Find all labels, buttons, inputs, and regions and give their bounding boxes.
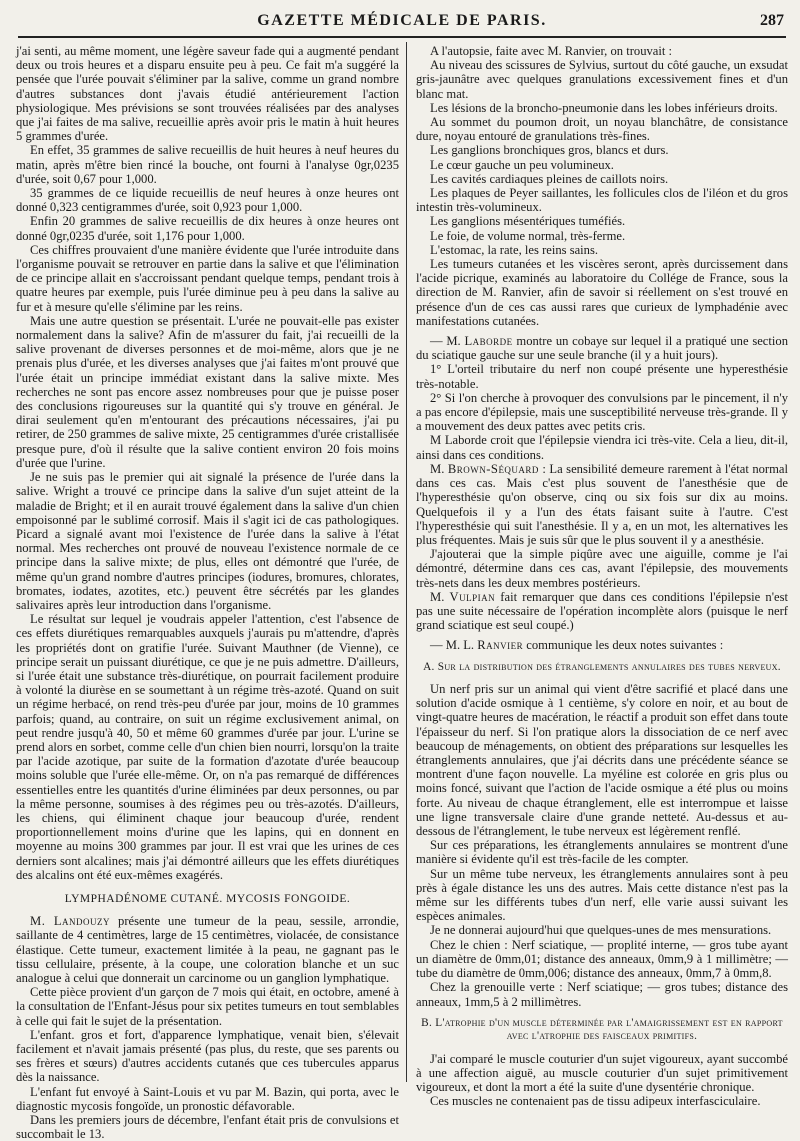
column-divider [406, 42, 407, 1082]
paragraph: M Laborde croit que l'épilepsie viendra ici très-vite. Cela a lieu, dit-il, ainsi dans ces conditions. [416, 433, 788, 462]
speaker-name: Laborde [464, 334, 513, 349]
header-rule [18, 36, 786, 38]
paragraph: Les plaques de Peyer saillantes, les follicules clos de l'iléon et du gros intestin très-volumineux. [416, 186, 788, 215]
paragraph: Le foie, de volume normal, très-ferme. [430, 228, 626, 243]
paragraph [416, 334, 788, 362]
paragraph: Chez la grenouille verte : Nerf sciatique; — gros tubes; distance des anneaux, 1mm,5 à 2 millimètres. [416, 980, 788, 1009]
paragraph: Les ganglions bronchiques gros, blancs et durs. [430, 143, 669, 158]
paragraph: Chez le chien : Nerf sciatique, — proplité interne, — gros tube ayant un diamètre de 0mm,01; distance des anneaux, 0mm,9 à 1 millimètre; — tube du diamètre de 0mm,006; distance des anneaux, 0mm,7 à 0mm,8. [416, 937, 788, 981]
paragraph: Mais une autre question se présentait. L'urée ne pouvait-elle pas exister normalement dans la salive? Afin de m'assurer du fait, j'ai recueilli de la salive provenant de diverses personnes et de moi-même, alors que je ne prenais plus d'urée, et les diverses analyses que j'ai faites m'ont prouvé que l'urée était un principe immédiat existant dans la salive mixte. Mes recherches ne sont pas encore assez nombreuses pour que je puisse poser des conclusions rigoureuses sur la quantité qui s'y trouve en général. Je dirai seulement qu'en m'entourant des précautions nécessaires, j'ai pu retirer, de 250 grammes de salive mixte, 25 centigrammes d'urée cristallisée presque pure, d'où il résulte que la salive contient environ 20 fois moins d'urée que l'urine. [16, 313, 399, 470]
paragraph: Ces chiffres prouvaient d'une manière évidente que l'urée introduite dans l'organisme pouvait se retrouver en partie dans la salive et que l'élimination de ce principe allait en s'accroissant pendant quelque temps, pendant trois à quatre heures par exemple, puis l'urée diminue peu à peu dans la salive au fur et à mesure qu'elle s'élimine par les reins. [16, 242, 399, 314]
page-header [20, 10, 784, 34]
page-number: 287 [760, 12, 784, 29]
paragraph [16, 914, 399, 985]
speaker-prefix: M. [430, 589, 450, 604]
subsection-heading-b: B. L'atrophie d'un muscle déterminée par l'amaigrissement est en rapport avec l'atrophie des faisceaux primitifs. [421, 1016, 783, 1043]
paragraph: Les ganglions mésentériques tuméfiés. [430, 214, 626, 229]
paragraph: Cette pièce provient d'un garçon de 7 mois qui était, en octobre, amené à la consultation de l'Enfant-Jésus pour six petites tumeurs en tout semblables à celle qui fait le sujet de la présentation. [16, 985, 399, 1028]
paragraph [416, 462, 788, 547]
paragraph-text: : La sensibilité demeure rarement à l'état normal dans ces cas. Mais c'est plus souvent de l'anesthésie que de l'hyperesthésie qu'on observe, cinq ou six fois sur dix au moins. Quelquefois il y a l'un des états faisant suite à l'autre. C'est l'hyperesthésie qui suit l'anesthésie. Il y a, en un mot, les alternatives les plus fréquentes. Mais je suis sûr que le plus souvent il y a anesthésie. [416, 461, 788, 547]
speaker-name: M. Landouzy [30, 914, 111, 929]
left-column [16, 44, 399, 1141]
speaker-name: Brown-Séquard [447, 461, 539, 476]
speaker-prefix: M. [430, 461, 448, 476]
paragraph: J'ajouterai que la simple piqûre avec une aiguille, comme je l'ai démontré, détermine dans ces cas, avant l'épilepsie, des mouvements très-nets dans les deux membres postérieurs. [416, 547, 788, 590]
dash-prefix: — M. [430, 334, 465, 349]
paragraph: Enfin 20 grammes de salive recueillis de dix heures à onze heures ont donné 0gr,0235 d'urée, soit 1,176 pour 1,000. [16, 214, 399, 243]
paragraph-text: montre un cobaye sur lequel il a pratiqué une section du sciatique gauche sur une seule branche (il y a huit jours). [416, 334, 788, 363]
paragraph: Ces muscles ne contenaient pas de tissu adipeux interfasciculaire. [430, 1094, 761, 1109]
paragraph: 2° Si l'on cherche à provoquer des convulsions par le pincement, il n'y a pas encore d'épilepsie, mais une susceptibilité nerveuse très-grande. Il y a mouvement des deux pattes avec petits cris. [416, 390, 788, 434]
paragraph-text: fait remarquer que dans ces conditions l'épilepsie n'est pas une suite nécessaire de l'opération incomplète alors (puisque le nerf grand sciatique est seul coupé.) [416, 589, 788, 633]
paragraph: j'ai senti, au même moment, une légère saveur fade qui a augmenté pendant deux ou trois heures et a disparu ensuite peu à peu. Ce fait m'a suggéré la pensée que l'urée pouvait s'éliminer par la salive, comme un grand nombre d'autres substances dont j'avais étudié antérieurement l'action physiologique. Mes prévisions se sont trouvées réalisées par des analyses que j'ai faites de ma salive, recueillie après avoir pris le matin à huit heures 5 grammes d'urée. [16, 44, 399, 144]
paragraph: L'enfant. gros et fort, d'apparence lymphatique, venait bien, s'élevait facilement et n'avait jamais présenté (pas plus, du reste, que ses parents ou ses frères et sœurs) d'autres accidents cutanés que ces tubercules apparus dès la naissance. [16, 1027, 399, 1085]
paragraph: J'ai comparé le muscle couturier d'un sujet vigoureux, ayant succombé à une affection aiguë, au muscle couturier d'un sujet primitivement vigoureux, et dont la mort a été la suite d'une dysentérie chronique. [416, 1051, 788, 1095]
paragraph: Sur un même tube nerveux, les étranglements annulaires sont à peu près à égale distance les uns des autres. Mais cette distance n'est pas la même sur les différents tubes d'un nerf, elle varie aussi suivant les espèces animales. [416, 866, 788, 924]
paragraph: Les cavités cardiaques pleines de caillots noirs. [430, 171, 669, 186]
paragraph: Dans les premiers jours de décembre, l'enfant était pris de convulsions et succombait le 13. [16, 1113, 399, 1141]
paragraph-text: présente une tumeur de la peau, sessile, arrondie, saillante de 4 centimètres, large de 15 centimètres, violacée, de consistance élastique. Cette tumeur, exactement limitée à la peau, ne gagnant pas le tissu cellulaire, présente, à la coupe, une coloration blanche et un suc analogue à celui que donnerait un carcinome ou un ganglion lymphatique. [16, 914, 399, 985]
paragraph [416, 638, 788, 652]
paragraph: Au sommet du poumon droit, un noyau blanchâtre, de consistance dure, noyau entouré de granulations très-fines. [416, 115, 788, 144]
paragraph: A l'autopsie, faite avec M. Ranvier, on trouvait : [430, 44, 673, 58]
paragraph: En effet, 35 grammes de salive recueillis de huit heures à neuf heures du matin, après m'être bien rincé la bouche, ont fourni à l'analyse 0gr,0235 d'urée, soit 0,67 pour 1,000. [16, 143, 399, 186]
paragraph: 35 grammes de ce liquide recueillis de neuf heures à onze heures ont donné 0,323 centigrammes d'urée, soit 0,923 pour 1,000. [16, 186, 399, 215]
paragraph: Au niveau des scissures de Sylvius, surtout du côté gauche, un exsudat gris-jaunâtre avec quelques granulations excessivement fines et d'un blanc mat. [416, 58, 788, 101]
section-title: LYMPHADÉNOME CUTANÉ. MYCOSIS FONGOIDE. [64, 892, 351, 905]
paragraph: L'enfant fut envoyé à Saint-Louis et vu par M. Bazin, qui porta, avec le diagnostic mycosis fongoïde, un pronostic défavorable. [16, 1084, 399, 1113]
paragraph: Le cœur gauche un peu volumineux. [430, 157, 614, 172]
journal-title: GAZETTE MÉDICALE DE PARIS. [257, 12, 547, 29]
speaker-name: Ranvier [477, 638, 524, 653]
paragraph-text: communique les deux notes suivantes : [523, 638, 724, 653]
paragraph: Un nerf pris sur un animal qui vient d'être sacrifié et placé dans une solution d'acide osmique à 1 centième, s'y colore en noir, et au bout de vingt-quatre heures de macération, le réactif a produit son effet dans toute l'épaisseur du nerf. Si l'on pratique alors la dissociation de ce nerf avec beaucoup de ménagements, on obtient des préparations sur lesquelles les étranglements annulaires, que j'ai décrits dans une précédente séance se montrent d'une façon nouvelle. La myéline est colorée en gris plus ou moins foncé, suivant que l'action de l'acide osmique a été plus ou moins forte. Au niveau de chaque étranglement, elle est interrompue et laisse une ligne transversale claire d'une grande netteté. Au-dessus et au-dessous de l'étranglement, le tube nerveux est légèrement renflé. [416, 682, 788, 839]
speaker-name: Vulpian [449, 589, 496, 604]
paragraph: L'estomac, la rate, les reins sains. [430, 242, 599, 257]
right-column [416, 44, 788, 1109]
paragraph: Sur ces préparations, les étranglements annulaires se montrent d'une manière si évidente qu'il est très-facile de les compter. [416, 838, 788, 867]
paragraph: Les lésions de la broncho-pneumonie dans les lobes inférieurs droits. [430, 100, 778, 115]
paragraph: Le résultat sur lequel je voudrais appeler l'attention, c'est l'absence de ces effets diurétiques remarquables auxquels j'aurais pu m'attendre, d'après les propriétés dont on gratifie l'urée. Suivant Mauthner (de Vienne), ce principe serait un puissant diurétique, ce que je ne puis admettre. D'ailleurs, si l'urée était une substance très-diurétique, on pourrait facilement produire à volonté la diurèse en se soumettant à un régime très-azoté. Quand on suit un régime herbacé, on rend très-peu d'urée par jour, moins de 10 grammes parfois; quand, au contraire, on suit un régime exclusivement animal, on peut rendre jusqu'à 40, 50 et même 60 grammes d'urée par jour. L'urine se prend alors en sorbet, comme celle d'un chien bien nourri, lorsqu'on la traite par l'acide azotique, par suite de la formation d'azotate d'urée beaucoup moins soluble que l'urée elle-même. Or, on n'a pas remarqué de différences essentielles entre les quantités d'urine éliminées par deux personnes, ou par la même personne, soumises à des régimes peu ou très-azotés. D'ailleurs, les chiens, qui éliminent chaque jour beaucoup d'urée, rendent proportionnellement moins d'urine que les lapins, qui en donnent en moyenne au moins 300 grammes par jour. Il est vrai que les urines de ces derniers sont alcalines; mais j'ai démontré ailleurs que les effets diurétiques des alcalins ont été eux-mêmes exagérés. [16, 612, 399, 882]
paragraph [416, 590, 788, 633]
paragraph: Je ne suis pas le premier qui ait signalé la présence de l'urée dans la salive. Wright a trouvé ce principe dans la salive d'un sujet atteint de la maladie de Bright; et il en aurait trouvé également dans la salive d'un chien empoisonné par le sublimé corrosif. Mais il s'agit ici de cas pathologiques. Picard a signalé avant moi l'existence de l'urée dans la salive à l'état normal. Mes recherches ont prouvé de nouveau l'existence normale de ce principe dans la salive mixte; de plus, elles ont démontré que l'urée, de même qu'un grand nombre d'autres principes (iodures, bromures, chlorates, bromates, iodates, azotites, etc.) peuvent être sécrétés par les glandes salivaires après leur introduction dans l'organisme. [16, 470, 399, 612]
paragraph: Je ne donnerai aujourd'hui que quelques-unes de mes mensurations. [430, 923, 772, 938]
dash-prefix: — M. L. [430, 638, 478, 653]
subsection-heading-a: A. Sur la distribution des étranglements annulaires des tubes nerveux. [423, 660, 781, 673]
paragraph: 1° L'orteil tributaire du nerf non coupé présente une hyperesthésie très-notable. [416, 362, 788, 391]
paragraph: Les tumeurs cutanées et les viscères seront, après durcissement dans l'acide picrique, examinés au laboratoire du Collége de France, sous la direction de M. Ranvier, afin de savoir si réellement on s'est trouvé en présence d'un de ces cas aussi rares que curieux de lymphadénie avec manifestations cutanées. [416, 257, 788, 328]
